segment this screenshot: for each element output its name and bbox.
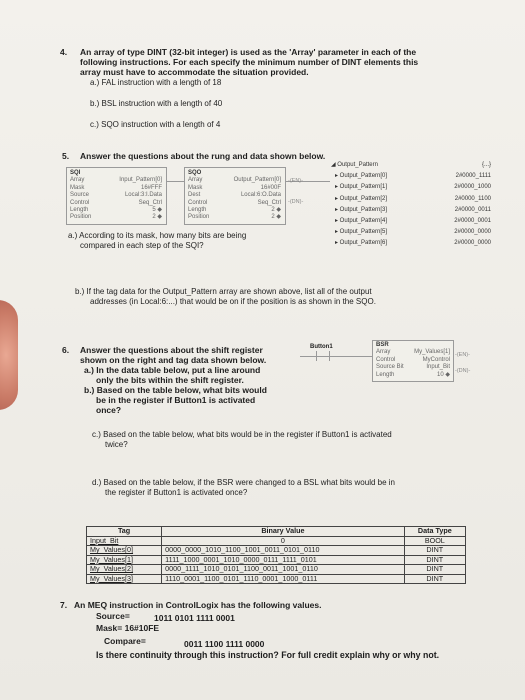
q6-part-a-line2: only the bits within the shift register. [96,375,244,385]
table-cell-type: DINT [404,555,465,565]
q6-part-d-line1: d.) Based on the table below, if the BSR were changed to a BSL what bits would be in [92,478,396,487]
bsr-row-source-bit: Source Bit Input_Bit [376,364,450,371]
table-cell-type: DINT [404,565,465,575]
sqi-row-mask: Mask 16#FFF [70,184,162,191]
bsr-row-array: Array My_Values[1] [376,349,450,356]
table-cell-value: 1111_1000_0001_1010_0000_0111_1111_0101 [162,555,404,565]
finger-thumb [0,300,18,410]
sqo-row-mask: Mask 16#00F [188,184,281,191]
q6-part-b-line1: b.) Based on the table below, what bits would [84,385,267,395]
table-row [87,565,466,575]
table-row [87,574,466,584]
table-cell-value: 0000_1111_1010_0101_1100_0011_1001_0110 [162,565,404,575]
table-cell-tag: My_Values[2] [87,565,162,575]
q6-part-b-line3: once? [96,405,122,415]
output-pattern-tag-list [331,160,491,250]
sqi-row-position: Position 2 ◆ [70,214,162,221]
table-header-row [87,527,466,537]
table-cell-tag: Input_Bit [87,536,162,546]
table-cell-value: 1110_0001_1100_0101_1110_0001_1000_0111 [162,574,404,584]
q4-text-line2: following instructions. For each specify the minimum number of DINT elements this [80,57,419,67]
q4-part-c: c.) SQO instruction with a length of 4 [90,120,221,129]
table-cell-tag: My_Values[0] [87,546,162,556]
sqo-row-control: Control Seq_Ctrl [188,199,281,206]
q7-compare-label: Compare= [104,636,146,646]
q7-source-label: Source= [96,611,130,621]
q4-number: 4. [60,47,68,57]
q4-part-b: b.) BSL instruction with a length of 40 [90,99,223,108]
q7-compare-value: 0011 1100 1111 0000 [184,639,265,649]
q7-mask: Mask= 16#10FE [96,623,160,633]
sqo-title: SQO [188,170,202,176]
output-pattern-row-1: ▸ Output_Pattern[1] 2#0000_1000 [335,184,491,191]
table-header-data-type: Data Type [404,527,465,537]
sqi-title: SQI [70,170,81,176]
sqo-dn-output: -(DN)- [288,199,304,205]
sqo-instruction-block [184,167,286,225]
table-header-tag: Tag [87,527,162,537]
sqo-en-output: -(EN)- [288,178,303,184]
sqo-row-array: Array Output_Pattern[0] [188,177,281,184]
sqi-row-length: Length 5 ◆ [70,207,162,214]
q7-line1: An MEQ instruction in ControlLogix has the following values. [74,600,322,610]
q6-number: 6. [62,345,70,355]
table-cell-value: 0000_0000_1010_1100_1001_0011_0101_0110 [162,546,404,556]
q6-line1: Answer the questions about the shift register [80,345,263,355]
output-pattern-header: ◢ Output_Pattern {...} [331,162,491,168]
q6-part-a-line1: a.) In the data table below, put a line around [84,365,261,375]
table-cell-type: DINT [404,574,465,584]
bsr-en-output: -(EN)- [455,352,470,358]
q7-number: 7. [60,600,68,610]
bsr-row-control: Control MyControl [376,356,450,363]
q4-text-line1: An array of type DINT (32-bit integer) is used as the 'Array' parameter in each of the [80,47,417,57]
table-cell-tag: My_Values[3] [87,574,162,584]
q6-part-d-line2: the register if Button1 is activated once? [105,488,248,497]
bsr-dn-output: -(DN)- [455,368,471,374]
q5-part-a-line2: compared in each step of the SQI? [80,241,204,250]
sqi-row-source: Source Local:3:I.Data [70,192,162,199]
table-header-binary-value: Binary Value [162,527,404,537]
sqo-row-dest: Dest Local:6:O.Data [188,192,281,199]
tag-data-table [86,526,466,584]
table-cell-type: DINT [404,546,465,556]
bsr-instruction-block [372,340,454,382]
q6-line2: shown on the right and tag data shown below. [80,355,267,365]
table-cell-type: BOOL [404,536,465,546]
table-cell-tag: My_Values[1] [87,555,162,565]
q4-text-line3: array must have to accommodate the situation provided. [80,67,309,77]
q5-part-a-line1: a.) According to its mask, how many bits are being [68,231,247,240]
q6-part-c-line1: c.) Based on the table below, what bits would be in the register if Button1 is activated [92,430,392,439]
sqo-row-position: Position 2 ◆ [188,214,281,221]
q6-part-b-line2: be in the register if Button1 is activated [96,395,256,405]
output-pattern-row-6: ▸ Output_Pattern[6] 2#0000_0000 [335,240,491,247]
output-pattern-row-0: ▸ Output_Pattern[0] 2#0000_1111 [335,173,491,180]
q5-part-b-line2: addresses (in Local:6:...) that would be on if the position is as shown in the SQO. [90,297,376,306]
sqi-row-array: Array Input_Pattern[0] [70,177,162,184]
button1-contact-label: Button1 [310,344,333,350]
output-pattern-row-5: ▸ Output_Pattern[5] 2#0000_0000 [335,229,491,236]
output-pattern-row-4: ▸ Output_Pattern[4] 2#0000_0001 [335,218,491,225]
sqo-row-length: Length 2 ◆ [188,207,281,214]
table-row [87,546,466,556]
sqi-instruction-block [66,167,167,225]
q7-source-value: 1011 0101 1111 0001 [154,613,235,623]
q5-number: 5. [62,151,70,161]
bsr-title: BSR [376,342,389,348]
q5-part-b-line1: b.) If the tag data for the Output_Pattern array are shown above, list all of the output [75,287,372,296]
q5-title: Answer the questions about the rung and data shown below. [80,151,326,161]
table-cell-value: 0 [162,536,404,546]
q7-line2: Is there continuity through this instruction? For full credit explain why or why not. [96,650,440,660]
sqi-row-control: Control Seq_Ctrl [70,199,162,206]
output-pattern-row-2: ▸ Output_Pattern[2] 2#0000_1100 [335,195,491,202]
bsr-row-length: Length 10 ◆ [376,371,450,378]
q4-part-a: a.) FAL instruction with a length of 18 [90,78,222,87]
q6-part-c-line2: twice? [105,440,128,449]
output-pattern-row-3: ▸ Output_Pattern[3] 2#0000_0011 [335,206,491,213]
